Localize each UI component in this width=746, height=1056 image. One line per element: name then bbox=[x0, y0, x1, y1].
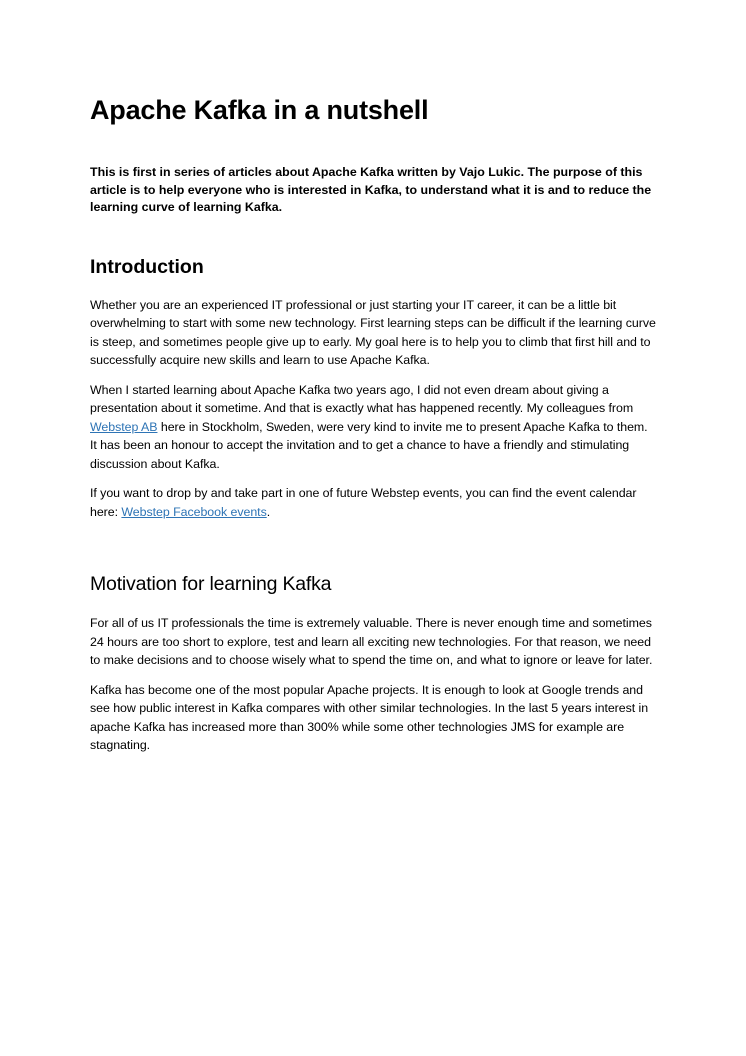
motivation-paragraph-1: For all of us IT professionals the time is extremely valuable. There is never enough time and sometimes 24 hours are too short to explore, test and learn all exciting new technologies. For that reason, we need to make decisions and to choose wisely what to spend the time on, and what to ignore or leave for later. bbox=[90, 616, 653, 667]
paragraph-text: When I started learning about Apache Kafka two years ago, I did not even dream about giving a presentation about it sometime. And that is exactly what has happened recently. My colleagues from bbox=[90, 382, 634, 415]
paragraph-text: If you want to drop by and take part in one of future Webstep events, you can find the event calendar here: bbox=[90, 486, 637, 519]
motivation-heading: Motivation for learning Kafka bbox=[90, 573, 332, 595]
paragraph-text: . bbox=[266, 504, 271, 519]
introduction-paragraph-1: Whether you are an experienced IT professional or just starting your IT career, it can be a little bit overwhelming to start with some new technology. First learning steps can be difficult if the learning curve is steep, and sometimes people give up to early. My goal here is to help you to climb that first hill and to successfully acquire new skills and learn to use Apache Kafka. bbox=[90, 297, 656, 367]
introduction-paragraph-2 bbox=[90, 381, 656, 474]
introduction-paragraph-3 bbox=[90, 484, 656, 521]
webstep-facebook-events-link[interactable]: Webstep Facebook events bbox=[121, 504, 267, 519]
paragraph-text: here in Stockholm, Sweden, were very kind to invite me to present Apache Kafka to them. It has been an honour to accept the invitation and to get a chance to have a friendly and stimulating discussion about Kafka. bbox=[90, 419, 648, 471]
document-body bbox=[90, 92, 656, 755]
document-title: Apache Kafka in a nutshell bbox=[90, 95, 429, 125]
lead-paragraph: This is first in series of articles about Apache Kafka written by Vajo Lukic. The purpose of this article is to help everyone who is interested in Kafka, to understand what it is and to reduce the learning curve of learning Kafka. bbox=[90, 165, 652, 214]
webstep-ab-link[interactable]: Webstep AB bbox=[90, 419, 158, 434]
introduction-heading: Introduction bbox=[90, 255, 204, 278]
motivation-paragraph-2: Kafka has become one of the most popular Apache projects. It is enough to look at Google trends and see how public interest in Kafka compares with other similar technologies. In the last 5 years interest in apache Kafka has increased more than 300% while some other technologies JMS for example are stagnating. bbox=[90, 682, 649, 752]
